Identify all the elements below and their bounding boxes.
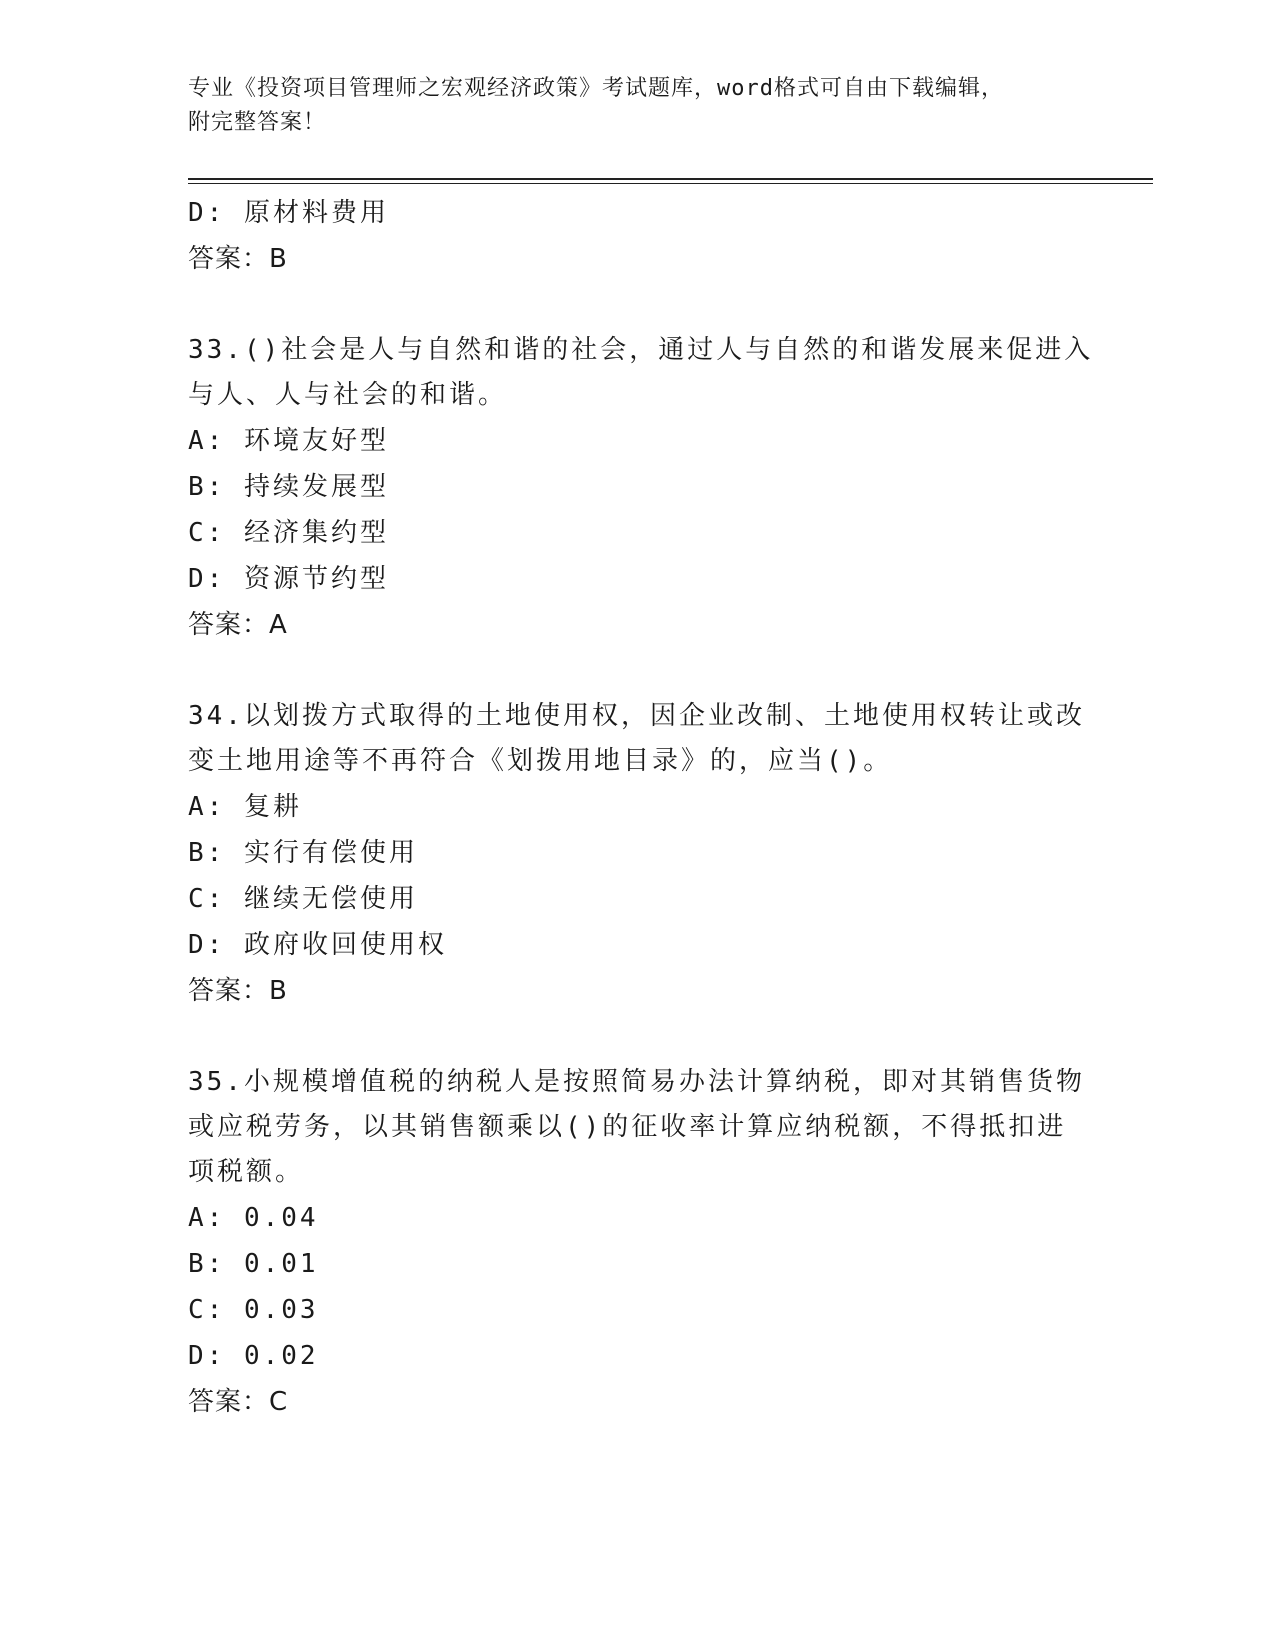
question-stem: 35.小规模增值税的纳税人是按照简易办法计算纳税，即对其销售货物 [188,1067,1085,1097]
question-35 [188,1060,1088,1425]
option-c: C: 经济集约型 [188,518,389,548]
option-b: B: 实行有偿使用 [188,838,418,868]
question-34 [188,694,1088,1014]
option-a: A: 0.04 [188,1203,319,1233]
answer-label: 答案：A [188,610,288,640]
option-d: D: 0.02 [188,1341,319,1371]
option-c: C: 0.03 [188,1295,319,1325]
option-d: D: 资源节约型 [188,564,389,594]
question-stem: 34.以划拨方式取得的土地使用权，因企业改制、土地使用权转让或改 [188,701,1085,731]
option-c: C: 继续无偿使用 [188,884,418,914]
answer-label: 答案：B [188,244,288,274]
question-stem: 项税额。 [188,1157,305,1187]
option-a: A: 环境友好型 [188,426,389,456]
question-list [188,190,1094,1425]
header-line-2: 附完整答案！ [188,110,327,135]
question-33 [188,328,1094,648]
question-stem: 与人、人与社会的和谐。 [188,380,508,410]
option-d: D: 原材料费用 [188,198,389,228]
option-b: B: 持续发展型 [188,472,389,502]
answer-label: 答案：C [188,1387,289,1417]
question-stem: 或应税劳务，以其销售额乘以()的征收率计算应纳税额，不得抵扣进 [188,1112,1067,1142]
header-divider-thin [188,183,1153,184]
document-header [188,72,1068,140]
header-line-1: 专业《投资项目管理师之宏观经济政策》考试题库，word格式可自由下载编辑， [188,76,1004,101]
option-d: D: 政府收回使用权 [188,930,447,960]
answer-label: 答案：B [188,976,288,1006]
question-stem: 33.()社会是人与自然和谐的社会，通过人与自然的和谐发展来促进入 [188,335,1094,365]
option-a: A: 复耕 [188,792,302,822]
header-divider [188,178,1153,180]
previous-question-tail [188,190,1088,282]
question-stem: 变土地用途等不再符合《划拨用地目录》的，应当()。 [188,746,893,776]
option-b: B: 0.01 [188,1249,319,1279]
